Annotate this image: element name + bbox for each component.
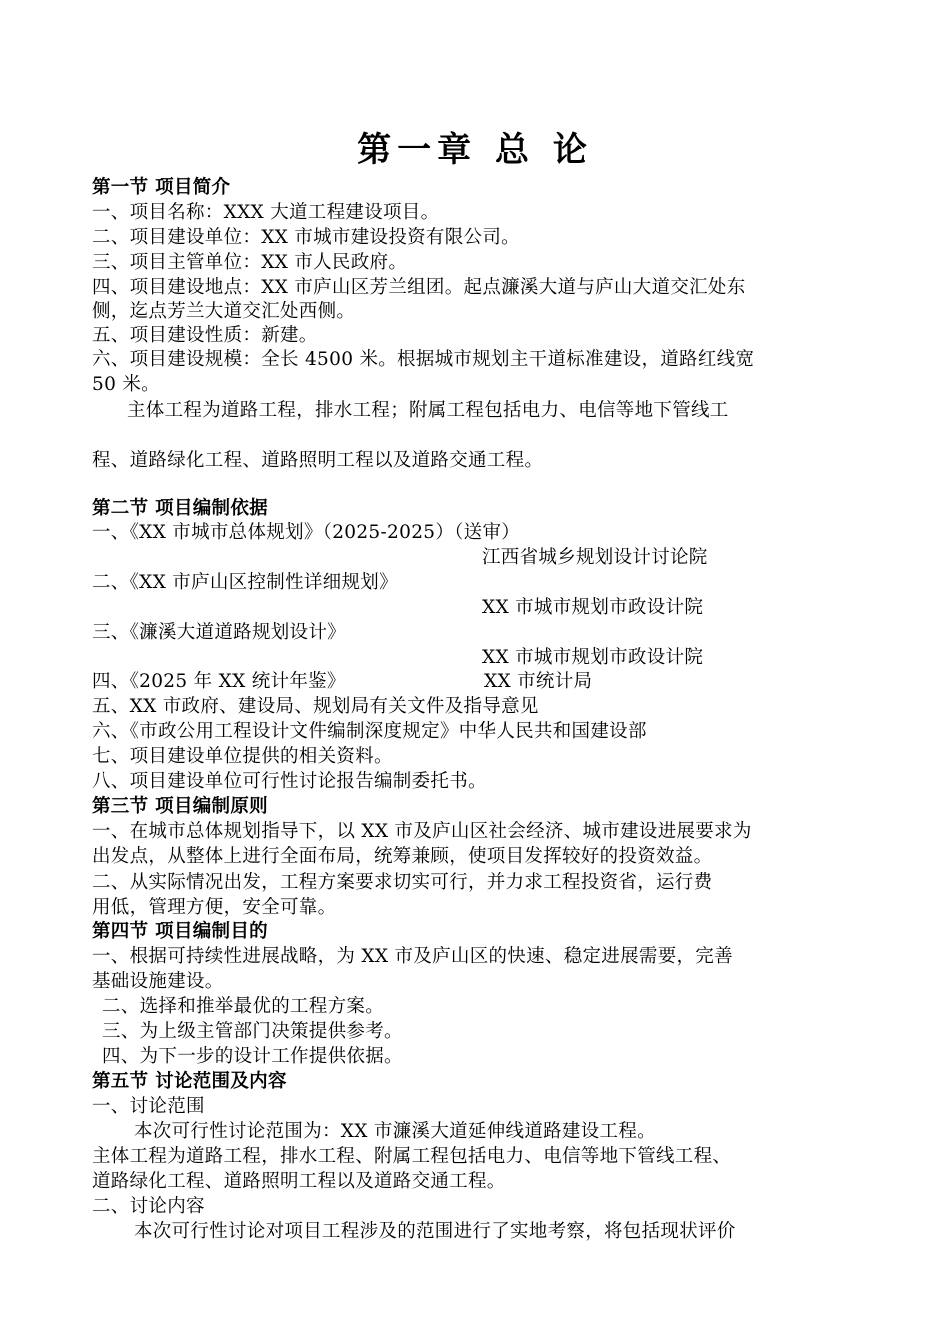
chapter-title: 第一章 总 论 <box>357 130 593 170</box>
text-line: 出发点，从整体上进行全面布局，统筹兼顾，使项目发挥较好的投资效益。 <box>92 846 713 867</box>
text-line: 主体工程为道路工程，排水工程；附属工程包括电力、电信等地下管线工 <box>127 400 729 421</box>
section-heading: 第四节 项目编制目的 <box>92 921 268 942</box>
text-line: 江西省城乡规划设计讨论院 <box>482 547 708 568</box>
text-line: 二、讨论内容 <box>92 1196 205 1217</box>
text-line: 四、项目建设地点：XX 市庐山区芳兰组团。起点濂溪大道与庐山大道交汇处东 <box>92 277 746 298</box>
text-line: 二、选择和推举最优的工程方案。 <box>102 996 385 1017</box>
text-line: XX 市城市规划市政设计院 <box>482 597 704 618</box>
section-heading: 第一节 项目简介 <box>92 177 231 198</box>
text-line: 二、项目建设单位：XX 市城市建设投资有限公司。 <box>92 227 520 248</box>
text-line: 一、讨论范围 <box>92 1096 205 1117</box>
text-line: 五、项目建设性质：新建。 <box>92 325 318 346</box>
text-line: 本次可行性讨论对项目工程涉及的范围进行了实地考察，将包括现状评价 <box>134 1221 736 1242</box>
text-line: 三、为上级主管部门决策提供参考。 <box>102 1021 403 1042</box>
text-line: 一、项目名称：XXX 大道工程建设项目。 <box>92 202 440 223</box>
section-heading: 第二节 项目编制依据 <box>92 498 268 519</box>
text-line: 三、项目主管单位：XX 市人民政府。 <box>92 252 408 273</box>
text-line: 50 米。 <box>92 374 160 395</box>
text-line: 本次可行性讨论范围为：XX 市濂溪大道延伸线道路建设工程。 <box>134 1121 656 1142</box>
text-line: 一、根据可持续性进展战略，为 XX 市及庐山区的快速、稳定进展需要，完善 <box>92 946 733 967</box>
text-line: 用低，管理方便，安全可靠。 <box>92 897 337 918</box>
text-line: 八、项目建设单位可行性讨论报告编制委托书。 <box>92 771 487 792</box>
text-line: 七、项目建设单位提供的相关资料。 <box>92 746 393 767</box>
text-line: 主体工程为道路工程，排水工程、附属工程包括电力、电信等地下管线工程、 <box>92 1146 732 1167</box>
text-line: 程、道路绿化工程、道路照明工程以及道路交通工程。 <box>92 450 544 471</box>
text-line: 六、《市政公用工程设计文件编制深度规定》中华人民共和国建设部 <box>92 721 647 742</box>
text-line: 四、为下一步的设计工作提供依据。 <box>102 1046 403 1067</box>
text-line: 道路绿化工程、道路照明工程以及道路交通工程。 <box>92 1171 506 1192</box>
section-heading: 第五节 讨论范围及内容 <box>92 1071 287 1092</box>
text-line: 侧，迄点芳兰大道交汇处西侧。 <box>92 301 356 322</box>
text-line: 一、在城市总体规划指导下，以 XX 市及庐山区社会经济、城市建设进展要求为 <box>92 821 752 842</box>
text-line: 五、XX 市政府、建设局、规划局有关文件及指导意见 <box>92 696 539 717</box>
text-line: 六、项目建设规模：全长 4500 米。根据城市规划主干道标准建设，道路红线宽 <box>92 349 755 370</box>
text-line: 基础设施建设。 <box>92 971 224 992</box>
text-line: 四、《2025 年 XX 统计年鉴》 <box>92 671 346 692</box>
text-line: XX 市城市规划市政设计院 <box>482 647 704 668</box>
text-line: XX 市统计局 <box>484 671 593 692</box>
text-line: 三、《濂溪大道道路规划设计》 <box>92 622 346 643</box>
text-line: 二、《XX 市庐山区控制性详细规划》 <box>92 572 398 593</box>
section-heading: 第三节 项目编制原则 <box>92 796 268 817</box>
text-line: 二、从实际情况出发，工程方案要求切实可行，并力求工程投资省，运行费 <box>92 872 713 893</box>
text-line: 一、《XX 市城市总体规划》（2025-2025）（送审） <box>92 522 521 543</box>
